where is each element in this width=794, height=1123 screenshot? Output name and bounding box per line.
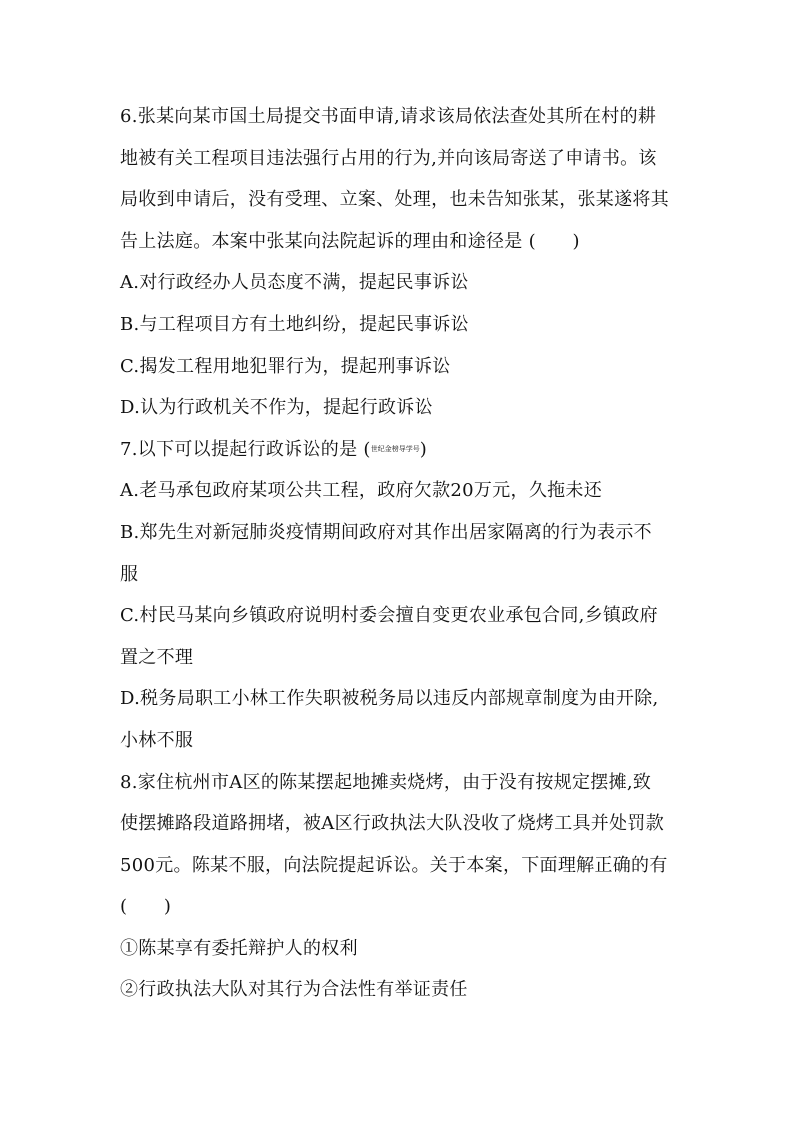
question-7 (120, 429, 685, 762)
question-8-statement-1: ①陈某享有委托辩护人的权利 (120, 937, 358, 959)
question-7-stem-end: ) (419, 438, 428, 460)
question-7-option-c-line-2: 置之不理 (120, 646, 194, 668)
question-6-option-c: C.揭发工程用地犯罪行为，提起刑事诉讼 (120, 355, 451, 377)
question-7-stem-text: 7.以下可以提起行政诉讼的是 ( (120, 438, 371, 460)
question-7-option-d-line-2: 小林不服 (120, 729, 194, 751)
question-8-stem-line-2: 使摆摊路段道路拥堵，被A区行政执法大队没收了烧烤工具并处罚款 (120, 813, 664, 835)
question-6-stem-line-4: 告上法庭。本案中张某向法院起诉的理由和途径是 ( ) (120, 230, 580, 252)
question-6-option-b: B.与工程项目方有土地纠纷，提起民事诉讼 (120, 313, 469, 335)
question-8-stem-line-1: 8.家住杭州市A区的陈某摆起地摊卖烧烤，由于没有按规定摆摊,致 (120, 771, 652, 793)
question-6-option-d: D.认为行政机关不作为，提起行政诉讼 (120, 397, 433, 419)
question-7-option-a: A.老马承包政府某项公共工程，政府欠款20万元，久拖未还 (120, 480, 603, 502)
question-7-option-d-line-1: D.税务局职工小林工作失职被税务局以违反内部规章制度为由开除, (120, 688, 659, 710)
question-6-stem-line-3: 局收到申请后，没有受理、立案、处理，也未告知张某，张某遂将其 (120, 189, 669, 211)
question-6-stem-line-1: 6.张某向某市国土局提交书面申请,请求该局依法查处其所在村的耕 (120, 106, 657, 127)
question-6-stem-line-2: 地被有关工程项目违法强行占用的行为,并向该局寄送了申请书。该 (120, 147, 657, 169)
question-7-tag: 世纪金榜导学号 (370, 444, 420, 453)
question-6-option-a: A.对行政经办人员态度不满，提起民事诉讼 (120, 272, 469, 294)
question-8 (120, 762, 685, 1012)
question-8-stem-line-3: 500元。陈某不服，向法院提起诉讼。关于本案，下面理解正确的有 (120, 854, 668, 876)
question-7-stem (120, 429, 685, 471)
document-content (120, 96, 685, 1011)
question-7-option-c-line-1: C.村民马某向乡镇政府说明村委会擅自变更农业承包合同,乡镇政府 (120, 605, 658, 627)
question-8-answer-paren: ( ) (120, 896, 172, 918)
question-6 (120, 96, 685, 429)
question-8-statement-2: ②行政执法大队对其行为合法性有举证责任 (120, 979, 468, 1001)
question-7-option-b-line-1: B.郑先生对新冠肺炎疫情期间政府对其作出居家隔离的行为表示不 (120, 521, 652, 543)
question-7-option-b-line-2: 服 (120, 563, 139, 585)
